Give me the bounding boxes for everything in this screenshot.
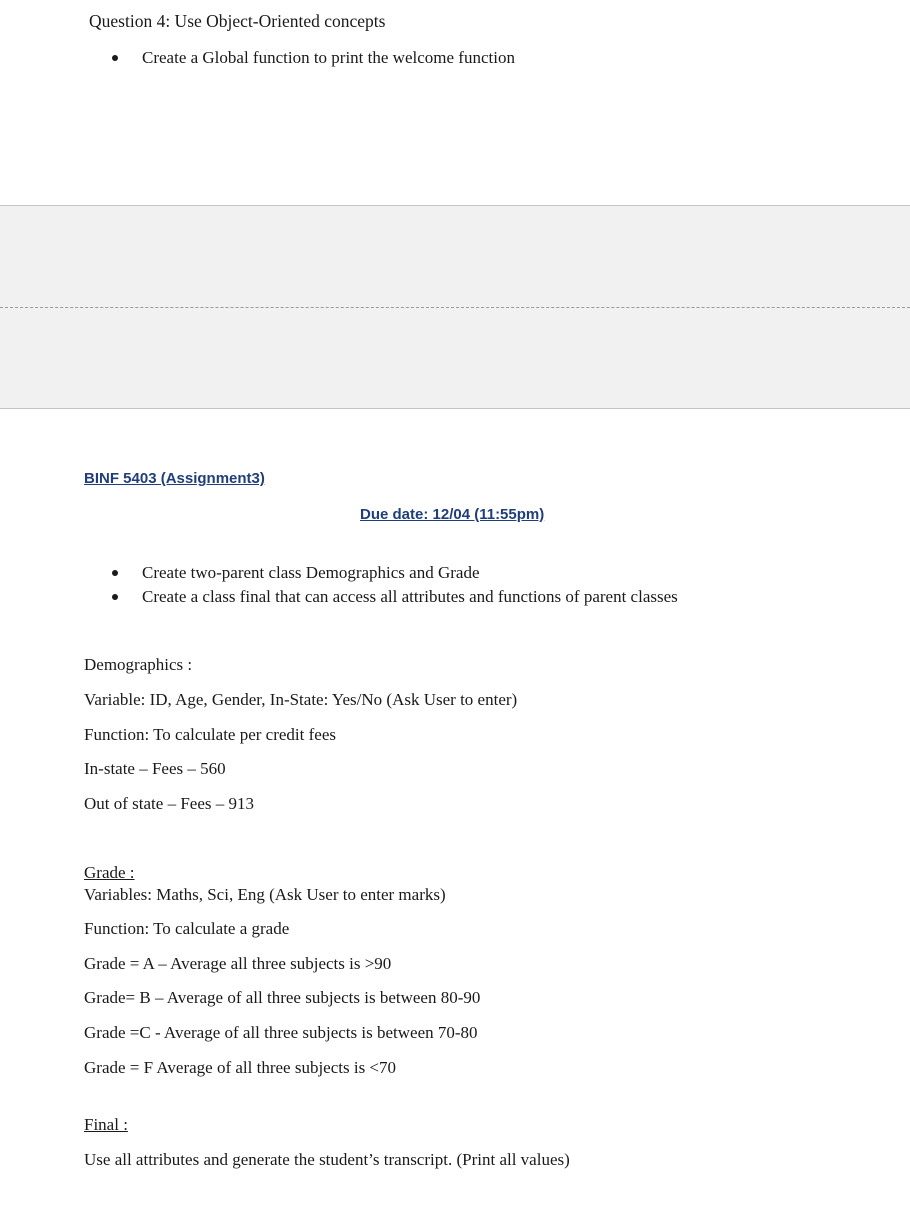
due-date-heading: Due date: 12/04 (11:55pm) [360, 506, 545, 523]
page-break-divider [0, 307, 910, 308]
list-item [85, 561, 678, 585]
bullet-icon [112, 570, 118, 576]
grade-line: Function: To calculate a grade [84, 919, 290, 938]
grade-line: Variables: Maths, Sci, Eng (Ask User to enter marks) [84, 885, 446, 904]
final-line: Use all attributes and generate the student’s transcript. (Print all values) [84, 1150, 570, 1169]
grade-line: Grade= B – Average of all three subjects is between 80-90 [84, 988, 481, 1007]
demographics-line: In-state – Fees – 560 [84, 759, 226, 778]
course-heading: BINF 5403 (Assignment3) [84, 470, 265, 487]
bullet-text: Create a class final that can access all attributes and functions of parent classes [142, 587, 678, 606]
question-title: Question 4: Use Object-Oriented concepts [89, 11, 386, 31]
bullet-icon [112, 55, 118, 61]
grade-title: Grade : [84, 863, 135, 882]
document-page-1 [0, 0, 910, 205]
grade-line: Grade = A – Average all three subjects is >90 [84, 954, 392, 973]
demographics-line: Function: To calculate per credit fees [84, 725, 336, 744]
demographics-line: Variable: ID, Age, Gender, In-State: Yes/No (Ask User to enter) [84, 690, 518, 709]
bullet-text: Create two-parent class Demographics and Grade [142, 563, 480, 582]
assignment-bullet-list [85, 561, 678, 609]
bullet-text: Create a Global function to print the welcome function [142, 48, 515, 67]
demographics-line: Out of state – Fees – 913 [84, 794, 254, 813]
final-title: Final : [84, 1115, 128, 1134]
page-gap [0, 205, 910, 409]
list-item [85, 46, 515, 70]
list-item [85, 585, 678, 609]
grade-line: Grade = F Average of all three subjects is <70 [84, 1058, 397, 1077]
question-bullet-list [85, 46, 515, 70]
demographics-title: Demographics : [84, 655, 193, 674]
grade-line: Grade =C - Average of all three subjects is between 70-80 [84, 1023, 478, 1042]
bullet-icon [112, 594, 118, 600]
